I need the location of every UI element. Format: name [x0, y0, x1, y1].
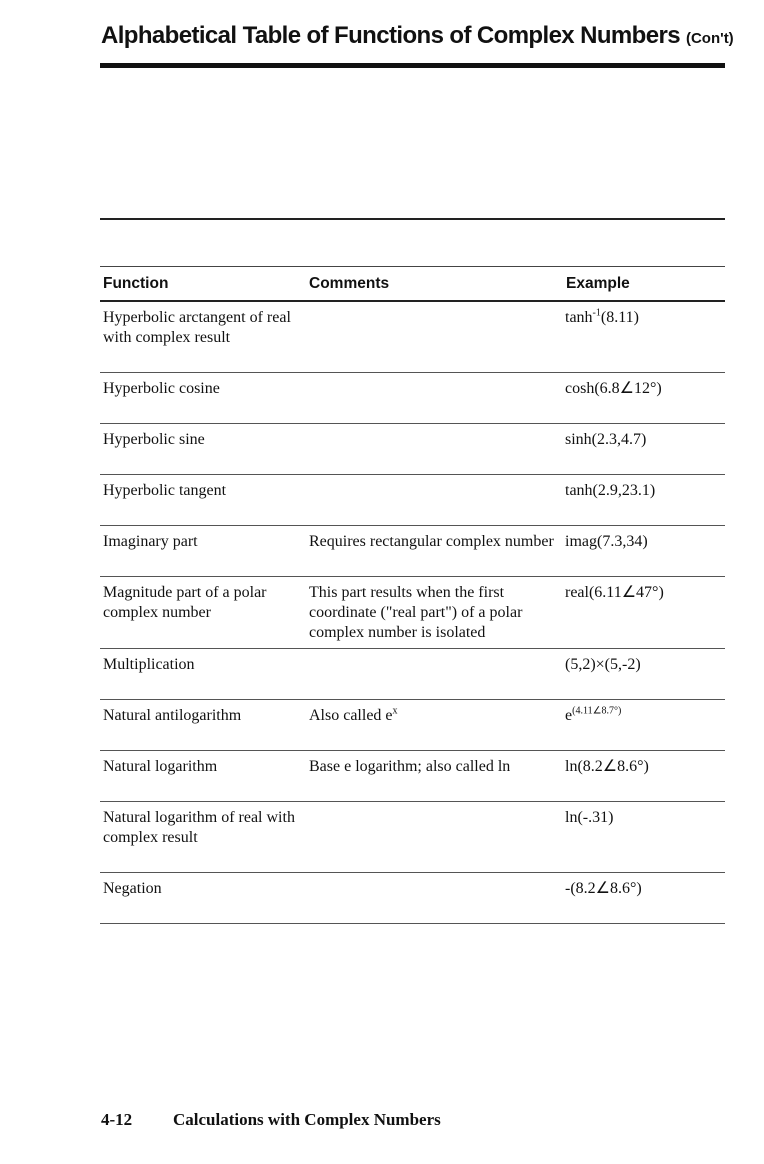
page-footer: [101, 1110, 441, 1130]
table-row: [100, 577, 725, 649]
table-row: [100, 873, 725, 924]
example-cell: [563, 301, 725, 373]
column-header-comments: Comments: [306, 267, 563, 302]
column-header-example: Example: [563, 267, 725, 302]
function-cell: Natural logarithm: [100, 751, 306, 802]
example-cell: ln(8.2∠8.6°): [563, 751, 725, 802]
table-row: [100, 373, 725, 424]
function-cell: Hyperbolic sine: [100, 424, 306, 475]
function-cell: Hyperbolic cosine: [100, 373, 306, 424]
function-cell: Hyperbolic arctangent of real with complex result: [100, 301, 306, 373]
chapter-title: Calculations with Complex Numbers: [173, 1110, 441, 1129]
table-row: [100, 424, 725, 475]
comments-cell: [306, 475, 563, 526]
function-cell: Hyperbolic tangent: [100, 475, 306, 526]
example-text: tanh: [565, 309, 593, 326]
function-cell: Natural antilogarithm: [100, 700, 306, 751]
table-row: [100, 649, 725, 700]
example-cell: tanh(2.9,23.1): [563, 475, 725, 526]
function-cell: Natural logarithm of real with complex result: [100, 802, 306, 873]
example-superscript: -1: [592, 307, 601, 319]
function-cell: Negation: [100, 873, 306, 924]
comments-cell: [306, 649, 563, 700]
table-row: [100, 475, 725, 526]
example-superscript: (4.11∠8.7°): [572, 705, 622, 717]
table-row: [100, 802, 725, 873]
table-header-row: [100, 267, 725, 302]
function-cell: Imaginary part: [100, 526, 306, 577]
table-row: [100, 751, 725, 802]
table-row: [100, 526, 725, 577]
function-cell: Magnitude part of a polar complex number: [100, 577, 306, 649]
comments-cell: [306, 873, 563, 924]
comments-cell: [306, 700, 563, 751]
functions-table: [100, 266, 725, 924]
table-row: [100, 301, 725, 373]
comments-cell: [306, 802, 563, 873]
section-rule: [100, 218, 725, 220]
example-text: e: [565, 707, 573, 724]
example-cell: -(8.2∠8.6°): [563, 873, 725, 924]
comments-text: Also called e: [309, 707, 393, 724]
comments-cell: Base e logarithm; also called ln: [306, 751, 563, 802]
table-row: [100, 700, 725, 751]
comments-cell: [306, 301, 563, 373]
example-cell: [563, 700, 725, 751]
example-cell: (5,2)×(5,-2): [563, 649, 725, 700]
column-header-function: Function: [100, 267, 306, 302]
comments-cell: [306, 424, 563, 475]
comments-cell: Requires rectangular complex number: [306, 526, 563, 577]
function-cell: Multiplication: [100, 649, 306, 700]
example-cell: ln(-.31): [563, 802, 725, 873]
continued-label: (Con't): [685, 30, 734, 47]
page-title: [101, 22, 734, 50]
example-cell: cosh(6.8∠12°): [563, 373, 725, 424]
comments-cell: This part results when the first coordinate ("real part") of a polar complex number is isolated: [306, 577, 563, 649]
example-cell: imag(7.3,34): [563, 526, 725, 577]
example-cell: sinh(2.3,4.7): [563, 424, 725, 475]
title-text: Alphabetical Table of Functions of Complex Numbers: [101, 22, 680, 49]
comments-superscript: x: [392, 705, 398, 717]
example-cell: real(6.11∠47°): [563, 577, 725, 649]
title-rule: [100, 63, 725, 68]
example-text-rest: (8.11): [600, 309, 639, 326]
page-number: 4-12: [101, 1110, 133, 1129]
comments-cell: [306, 373, 563, 424]
